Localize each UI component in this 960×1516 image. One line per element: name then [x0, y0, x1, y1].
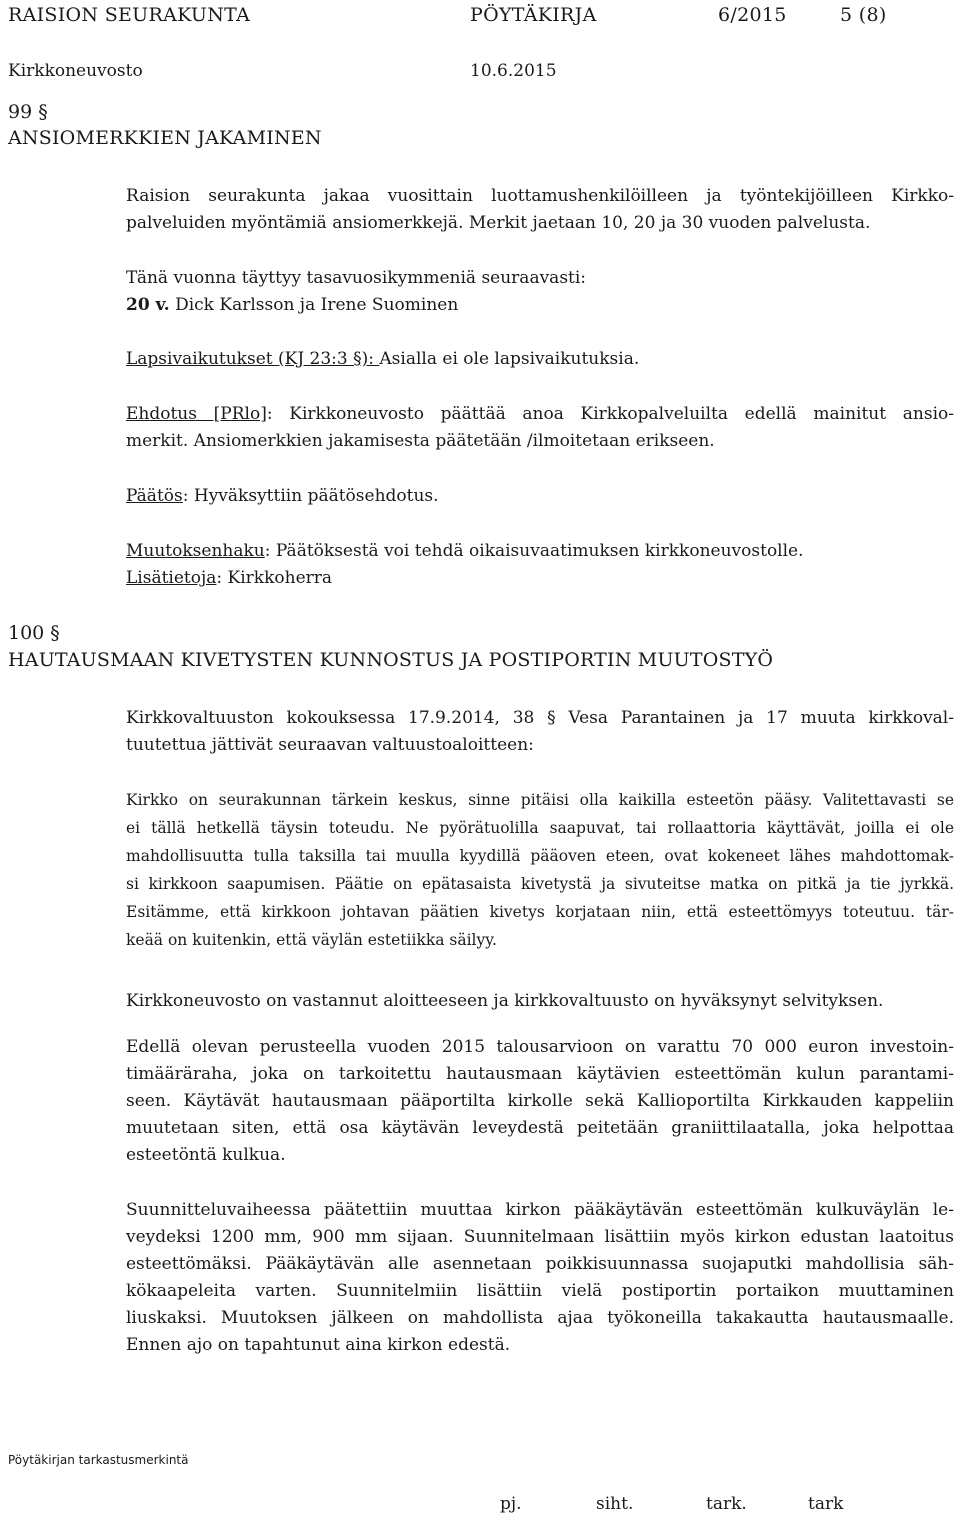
decision-text: : Hyväksyttiin päätösehdotus. [182, 486, 439, 506]
section-100-intro [126, 705, 954, 759]
info-text: : Kirkkoherra [216, 568, 333, 588]
proposal-line: merkit. Ansiomerkkien jakamisesta päätetään /ilmoitetaan erikseen. [126, 431, 715, 451]
planning-line: veydeksi 1200 mm, 900 mm sijaan. Suunnitelmaan lisättiin myös kirkon edustan laatoitus [126, 1227, 954, 1247]
quote-line: si kirkkoon saapumisen. Päätie on epätasaista kivetystä ja sivuteitse matka on pitkä ja tie jyrkkä. [126, 875, 954, 893]
section-99-number: 99 § [8, 101, 48, 123]
appeal-label: Muutoksenhaku [126, 541, 265, 561]
intro-line: tuutettua jättivät seuraavan valtuustoaloitteen: [126, 735, 534, 755]
quote-line: mahdollisuutta tulla taksilla tai muulla kyydillä pääoven eteen, ovat kokeneet lähes mahdottomak- [126, 847, 954, 865]
quote-line: Kirkko on seurakunnan tärkein keskus, sinne pitäisi olla kaikilla esteetön pääsy. Valitettavasti se [126, 791, 954, 809]
decision-label: Päätös [126, 486, 183, 506]
document-number: 6/2015 [718, 4, 787, 26]
initiative-quote [126, 786, 954, 954]
signature-reviewer-1: tark. [706, 1494, 747, 1514]
section-100-title: HAUTAUSMAAN KIVETYSTEN KUNNOSTUS JA POSTIPORTIN MUUTOSTYÖ [8, 649, 774, 671]
proposal-label: Ehdotus [PRlo] [126, 404, 267, 424]
child-impact-text: Asialla ei ole lapsivaikutuksia. [379, 349, 640, 369]
info-line [126, 565, 332, 592]
info-label: Lisätietoja [126, 568, 217, 588]
meeting-date: 10.6.2015 [470, 61, 557, 81]
signature-secretary: siht. [596, 1494, 634, 1514]
appeal-text: : Päätöksestä voi tehdä oikaisuvaatimuksen kirkkoneuvostolle. [264, 541, 804, 561]
planning-line: kökaapeleita varten. Suunnitelmiin lisättiin vielä postiportin portaikon muuttaminen [126, 1281, 954, 1301]
document-type: PÖYTÄKIRJA [470, 4, 597, 26]
signature-chair: pj. [500, 1494, 522, 1514]
recipients-line [126, 292, 458, 319]
intro-line: Kirkkovaltuuston kokouksessa 17.9.2014, 38 § Vesa Parantainen ja 17 muuta kirkkoval- [126, 708, 954, 728]
proposal-paragraph [126, 401, 954, 455]
review-note: Pöytäkirjan tarkastusmerkintä [8, 1453, 189, 1467]
proposal-text-1: : Kirkkoneuvosto päättää anoa Kirkkopalveluilta edellä mainitut ansio- [266, 404, 954, 424]
planning-line: liuskaksi. Muutoksen jälkeen on mahdollista ajaa työkoneilla takakautta hautausmaalle. [126, 1308, 954, 1328]
budget-line: Edellä olevan perusteella vuoden 2015 talousarvioon on varattu 70 000 euron investoin- [126, 1037, 954, 1057]
signature-reviewer-2: tark [808, 1494, 844, 1514]
response-paragraph: Kirkkoneuvosto on vastannut aloitteeseen ja kirkkovaltuusto on hyväksynyt selvityksen. [126, 991, 884, 1011]
quote-line: Esitämme, että kirkkoon johtavan päätien kivetys korjataan niin, että esteettömyys toteutuu. tär- [126, 903, 954, 921]
decision-line [126, 483, 439, 510]
planning-paragraph [126, 1197, 954, 1359]
budget-line: seen. Käytävät hautausmaan pääportilta kirkolle sekä Kallioportilta Kirkkauden kappeliin [126, 1091, 954, 1111]
quote-line: ei tällä hetkellä täysin toteudu. Ne pyörätuolilla saapuvat, tai rollaattoria käyttävät, joilla ei ole [126, 819, 954, 837]
intro-line: Raision seurakunta jakaa vuosittain luottamushenkilöilleen ja työntekijöilleen Kirkko- [126, 186, 954, 206]
quote-line: keää on kuitenkin, että väylän estetiikka säilyy. [126, 931, 497, 949]
section-99-title: ANSIOMERKKIEN JAKAMINEN [8, 127, 322, 149]
appeal-line [126, 538, 804, 565]
year-line: Tänä vuonna täyttyy tasavuosikymmeniä seuraavasti: [126, 268, 587, 288]
budget-line: muutetaan siten, että osa käytävän leveydestä peitetään graniittilaatalla, joka helpottaa [126, 1118, 954, 1138]
intro-line: palveluiden myöntämiä ansiomerkkejä. Merkit jaetaan 10, 20 ja 30 vuoden palvelusta. [126, 213, 871, 233]
planning-line: Suunnitteluvaiheessa päätettiin muuttaa kirkon pääkäytävän esteettömän kulkuväylän le- [126, 1200, 954, 1220]
child-impact-label: Lapsivaikutukset (KJ 23:3 §): [126, 349, 380, 369]
budget-paragraph [126, 1034, 954, 1169]
page-number: 5 (8) [840, 4, 887, 26]
budget-line: timääräraha, joka on tarkoitettu hautausmaan käytävien esteettömän kulun parantami- [126, 1064, 954, 1084]
recipient-names: Dick Karlsson ja Irene Suominen [169, 295, 459, 315]
years-label: 20 v. [126, 295, 170, 315]
section-100-number: 100 § [8, 622, 60, 644]
proposal-line [126, 401, 954, 428]
planning-line: Ennen ajo on tapahtunut aina kirkon edestä. [126, 1335, 511, 1355]
organization-name: RAISION SEURAKUNTA [8, 4, 251, 26]
section-99-intro [126, 183, 954, 237]
budget-line: esteetöntä kulkua. [126, 1145, 286, 1165]
meeting-body: Kirkkoneuvosto [8, 61, 143, 81]
planning-line: esteettömäksi. Pääkäytävän alle asennetaan poikkisuunnassa suojaputki mahdollisia säh- [126, 1254, 954, 1274]
child-impact-line [126, 346, 639, 373]
